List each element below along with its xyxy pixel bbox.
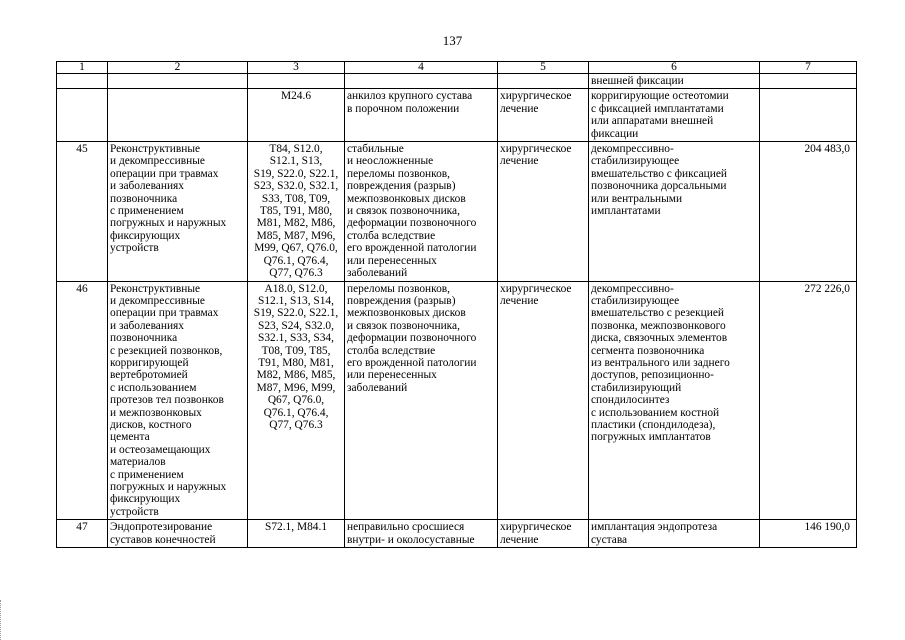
method-group-cell [108,74,248,89]
icd-codes-cell: S72.1, M84.1 [248,520,345,548]
treatment-method-cell: декомпрессивно- стабилизирующее вмешательство с резекцией позвонка, межпозвонкового диска, связочных элементов сегмента позвоночника из вентрального или заднего доступов, репозиционно- стабилизирующий спондилосинтез с использованием костной пластики (спондилодеза), погружных имплантатов [589,281,760,520]
standard-cost-cell [760,74,857,89]
table-row [57,520,857,548]
method-group-cell: Реконструктивные и декомпрессивные операции при травмах и заболеваниях позвоночника с резекцией позвонков, корригирующей вертебротомией с использованием протезов тел позвонков и межпозвонковых дисков, костного цемента и остеозамещающих материалов с применением погружных и наружных фиксирующих устройств [108,281,248,520]
row-number-cell [57,74,108,89]
method-group-cell: Реконструктивные и декомпрессивные операции при травмах и заболеваниях позвоночника с применением погружных и наружных фиксирующих устройств [108,142,248,281]
column-number-row [57,62,857,74]
icd-codes-cell: T84, S12.0, S12.1, S13, S19, S22.0, S22.1, S23, S32.0, S32.1, S33, T08, T09, T85, T91, M80, M81, M82, M86, M85, M87, M96, M99, Q67, Q76.0, Q76.1, Q76.4, Q77, Q76.3 [248,142,345,281]
standard-cost-cell: 204 483,0 [760,142,857,281]
standard-cost-cell: 146 190,0 [760,520,857,548]
treatment-method-cell: декомпрессивно- стабилизирующее вмешательство с фиксацией позвоночника дорсальными или вентральными имплантатами [589,142,760,281]
treatment-type-cell [498,74,589,89]
row-number-cell: 45 [57,142,108,281]
treatment-type-cell: хирургическое лечение [498,281,589,520]
standard-cost-cell: 272 226,0 [760,281,857,520]
medical-care-table [56,61,857,548]
patient-model-cell: анкилоз крупного сустава в порочном положении [345,89,498,142]
table-row [57,142,857,281]
column-header: 2 [108,62,248,74]
column-header: 5 [498,62,589,74]
scan-edge-mark [0,600,3,640]
row-number-cell: 47 [57,520,108,548]
patient-model-cell: неправильно сросшиеся внутри- и околосуставные [345,520,498,548]
method-group-cell [108,89,248,142]
patient-model-cell: стабильные и неосложненные переломы позвонков, повреждения (разрыв) межпозвонковых дисков и связок позвоночника, деформации позвоночного столба вследствие его врожденной патологии или перенесенных заболеваний [345,142,498,281]
table-row [57,281,857,520]
column-header: 3 [248,62,345,74]
page-number: 137 [442,33,463,48]
patient-model-cell [345,74,498,89]
treatment-type-cell: хирургическое лечение [498,142,589,281]
table-row [57,74,857,89]
treatment-type-cell: хирургическое лечение [498,520,589,548]
column-header: 1 [57,62,108,74]
method-group-cell: Эндопротезирование суставов конечностей [108,520,248,548]
icd-codes-cell: M24.6 [248,89,345,142]
column-header: 7 [760,62,857,74]
row-number-cell [57,89,108,142]
standard-cost-cell [760,89,857,142]
treatment-method-cell: внешней фиксации [589,74,760,89]
icd-codes-cell [248,74,345,89]
treatment-method-cell: имплантация эндопротеза сустава [589,520,760,548]
column-header: 6 [589,62,760,74]
row-number-cell: 46 [57,281,108,520]
treatment-type-cell: хирургическое лечение [498,89,589,142]
column-header: 4 [345,62,498,74]
treatment-method-cell: корригирующие остеотомии с фиксацией имплантатами или аппаратами внешней фиксации [589,89,760,142]
patient-model-cell: переломы позвонков, повреждения (разрыв) межпозвонковых дисков и связок позвоночника, деформации позвоночного столба вследствие его врожденной патологии или перенесенных заболеваний [345,281,498,520]
icd-codes-cell: A18.0, S12.0, S12.1, S13, S14, S19, S22.0, S22.1, S23, S24, S32.0, S32.1, S33, S34, T08, T09, T85, T91, M80, M81, M82, M86, M85, M87, M96, M99, Q67, Q76.0, Q76.1, Q76.4, Q77, Q76.3 [248,281,345,520]
table-row [57,89,857,142]
